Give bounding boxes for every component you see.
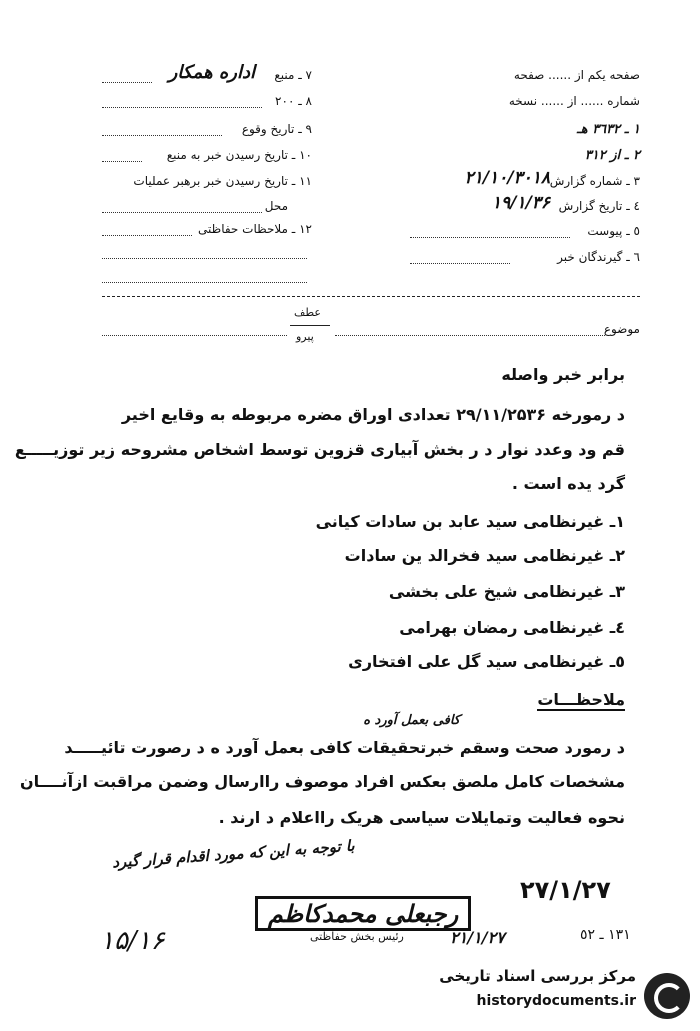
list-item: ۲ـ غیرنظامی سید فخرالد ین سادات [344, 546, 625, 565]
archive-logo-icon [644, 973, 690, 1019]
notes-title: ملاحظـــات [537, 690, 625, 709]
archive-number: ۱۵/۱۶ [100, 926, 165, 956]
watermark [420, 963, 690, 1023]
file-number: ۱۳۱ ـ ٥٢ [580, 927, 631, 943]
received-ops-label: ١١ ـ تاریخ رسیدن خبر برهبر عملیات [133, 174, 312, 188]
ref-top: عطف [294, 306, 321, 319]
source-value: اداره همکار [168, 62, 255, 83]
report-date-label: ٤ ـ تاریخ گزارش [558, 199, 640, 213]
ref-bottom: پیرو [296, 330, 314, 343]
report-number-value: ۲۱/۱۰/۳۰۱۸ [464, 168, 550, 188]
officer-label: رئیس بخش حفاظتی [310, 930, 404, 943]
stamp-text: رجبعلی محمدکاظم [268, 899, 459, 928]
subject-label: موضوع [603, 322, 640, 336]
notes-line-3: نحوه فعالیت وتمایلات سیاسی هریک رااعلام د ارند . [218, 808, 625, 827]
copy-line: شماره ...... از ...... نسخه [508, 94, 640, 108]
source-label: ٧ ـ منبع [274, 68, 312, 82]
page-line: صفحه یکم از ...... صفحه [513, 68, 640, 82]
signature-stamp [255, 896, 471, 931]
notes-line-2: مشخصات کامل ملصق بعکس افراد موصوف راارسال وضمن مراقبت ازآنــــان [20, 772, 625, 791]
body-line-1: د رمورخه ۲۹/۱۱/۲۵۳۶ تعدادی اوراق مضره مربوطه به وقایع اخیر [121, 405, 625, 424]
security-notes-label: ١٢ ـ ملاحظات حفاظتی [198, 222, 312, 236]
handwritten-above: کافی بعمل آورد ه [363, 713, 460, 728]
sign-label: ۲۱/۱/۲۷ [450, 928, 505, 947]
received-source-label: ١٠ ـ تاریخ رسیدن خبر به منبع [166, 148, 312, 162]
field-1: ١ ـ ٣٦٣٢ هـ [577, 122, 640, 137]
attachment-label: ٥ ـ پیوست [587, 224, 640, 238]
notes-line-1: د رمورد صحت وسقم خبرتحقیقات کافی بعمل آورد ه د رصورت تائیـــــد [64, 738, 625, 757]
field-2: ٢ ـ از ٣١٢ [584, 148, 640, 163]
opening-line: برابر خبر واصله [501, 365, 625, 384]
report-date-value: ۱۹/۱/۳۶ [491, 193, 550, 213]
list-item: ٥ـ غیرنظامی سید گل علی افتخاری [348, 652, 625, 671]
report-number-label: ٣ ـ شماره گزارش [549, 174, 640, 188]
header-divider [102, 296, 640, 297]
field-8-label: ٨ ـ ٢٠٠ [275, 94, 312, 108]
footer-date: ۲۷/۱/۲۷ [520, 876, 611, 904]
list-item: ۳ـ غیرنظامی شیخ علی بخشی [388, 582, 625, 601]
list-item: ٤ـ غیرنظامی رمضان بهرامی [399, 618, 625, 637]
occurrence-date-label: ٩ ـ تاریخ وقوع [241, 122, 312, 136]
body-line-2: قم ود وعدد نوار د ر بخش آبیاری قزوین توسط اشخاص مشروحه زیر توزیـــــع [14, 440, 625, 459]
body-line-3: گرد یده است . [511, 474, 625, 493]
place-label: محل [264, 199, 288, 213]
recipients-label: ٦ ـ گیرندگان خبر [557, 250, 640, 264]
watermark-url: historydocuments.ir [476, 993, 636, 1009]
list-item: ۱ـ غیرنظامی سید عابد بن سادات کیانی [315, 512, 625, 531]
handwritten-note: با توجه به این که مورد اقدام قرار گیرد [111, 836, 356, 872]
watermark-title: مرکز بررسی اسناد تاریخی [439, 967, 636, 985]
